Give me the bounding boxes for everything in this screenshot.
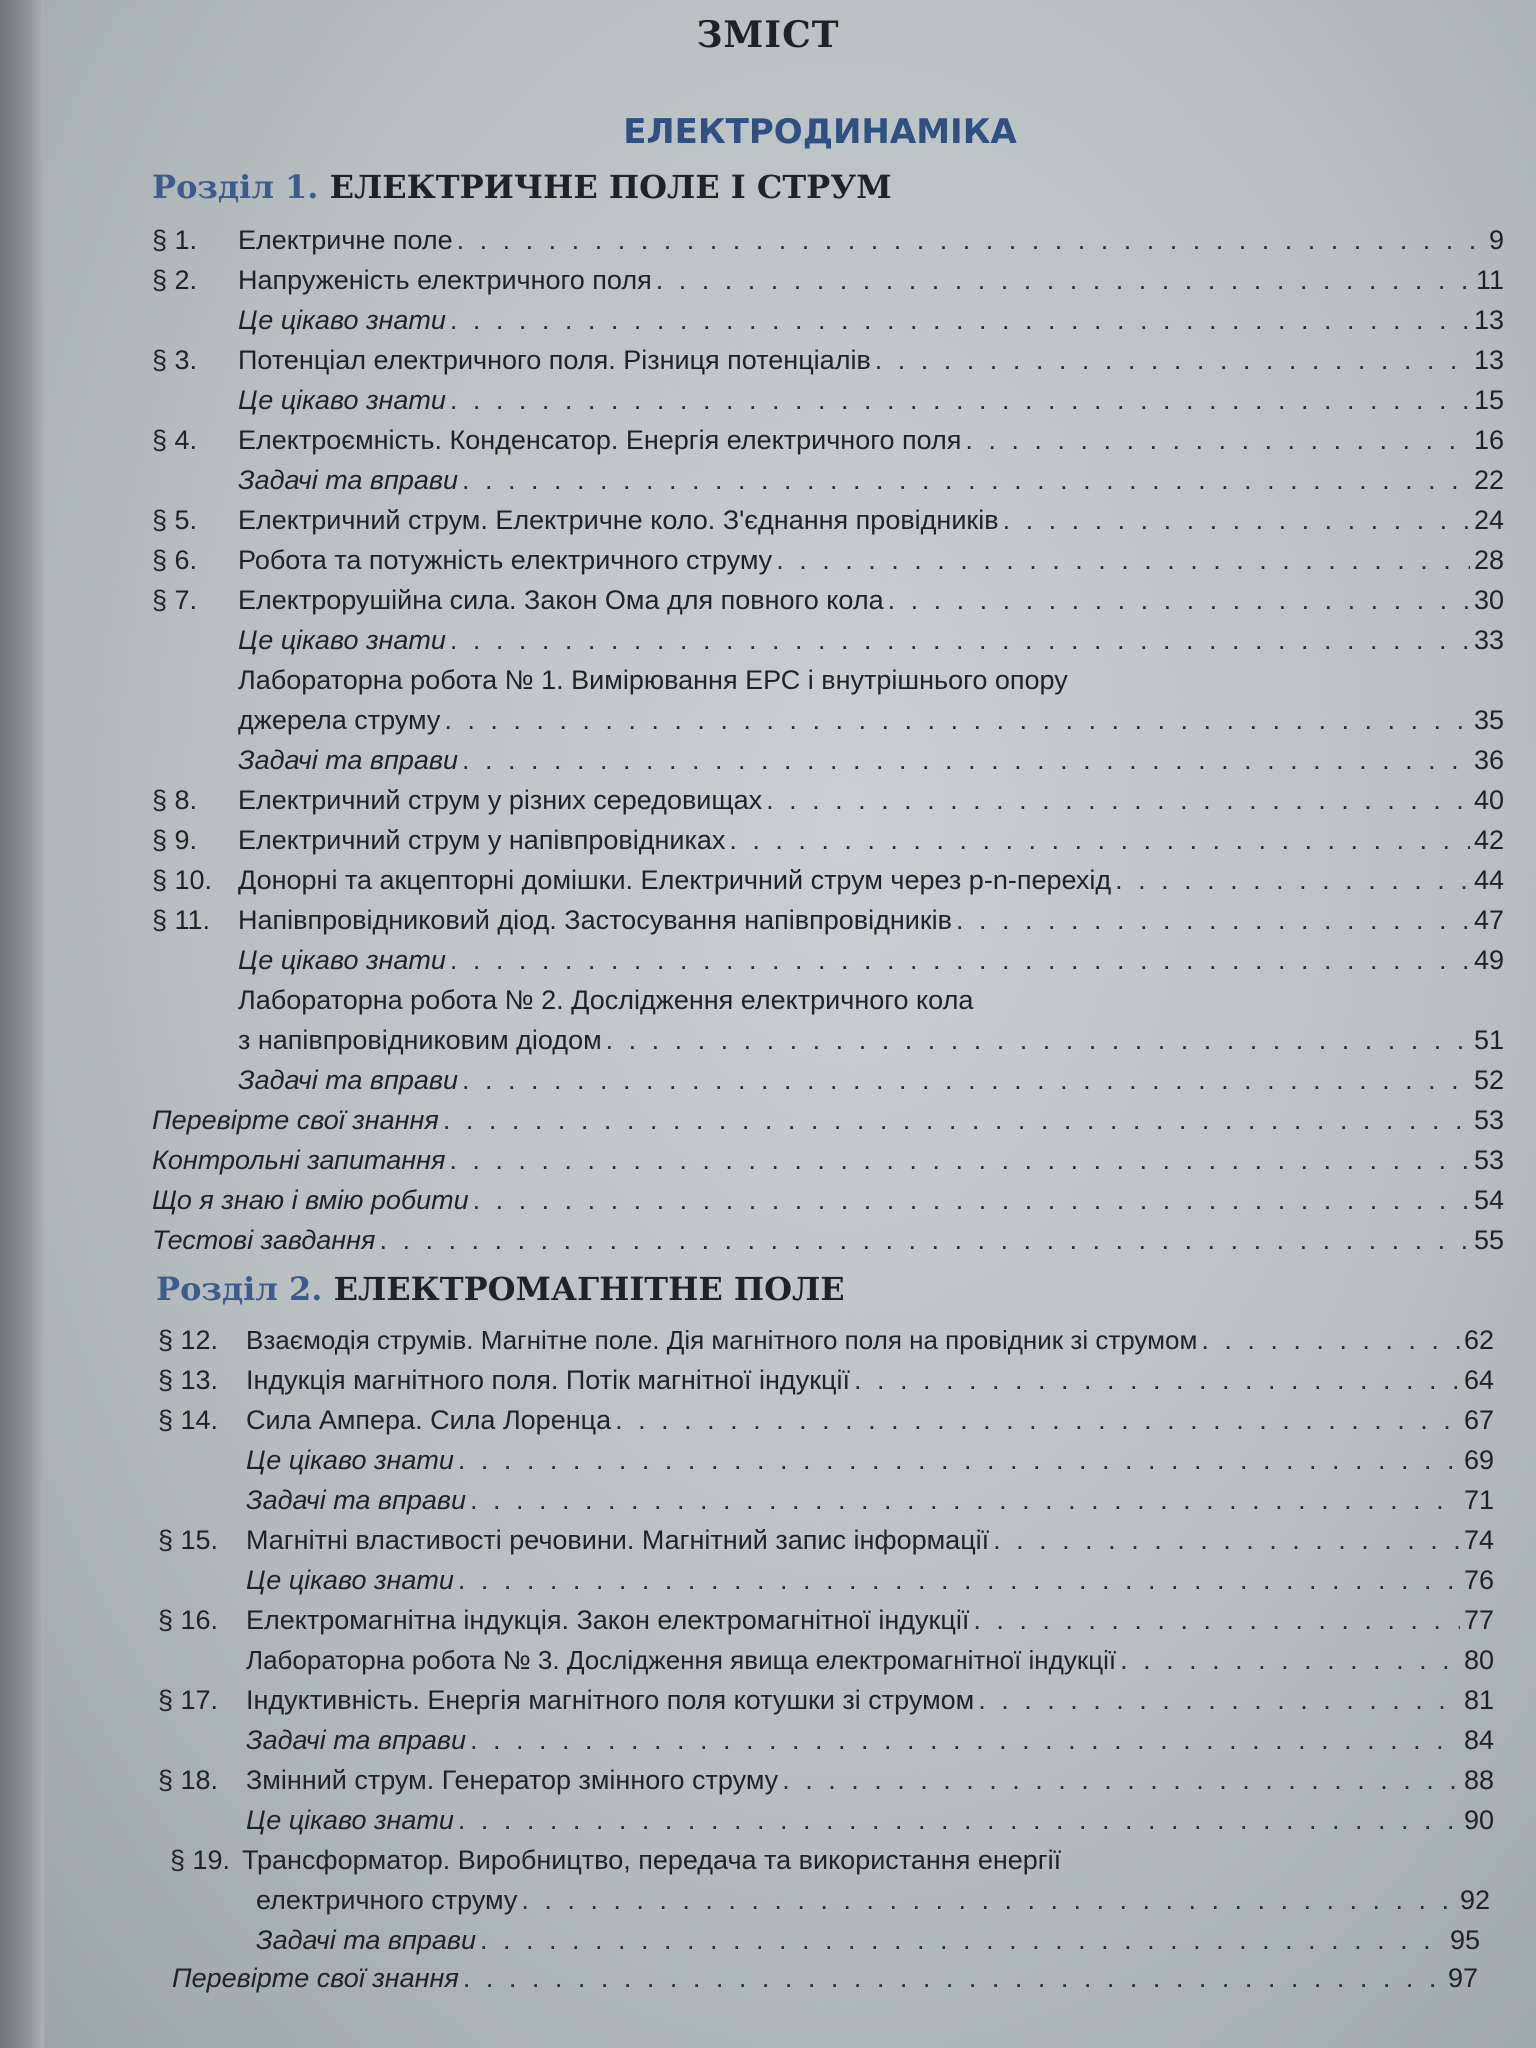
dot-leader [462,741,1470,779]
toc-row[interactable] [152,901,1504,939]
toc-page: 84 [1463,1725,1494,1755]
toc-title: Напруженість електричного поля [238,265,652,295]
dot-leader [379,1221,1470,1259]
dot-leader [449,1141,1470,1179]
toc-row[interactable] [152,981,1504,1019]
toc-title: Перевірте свої знання [152,1105,439,1135]
dot-leader [444,701,1470,739]
toc-title: Тестові завдання [152,1225,376,1255]
dot-leader [458,1801,1460,1839]
book-spine-shadow [0,0,44,2048]
toc-number: § 1. [152,225,198,255]
toc-page: 95 [1449,1925,1480,1955]
toc-title: Перевірте свої знання [172,1963,459,1993]
toc-page: 22 [1473,465,1504,495]
toc-row[interactable] [158,1681,1494,1719]
dot-leader [615,1401,1460,1439]
section-2-label: Розділ 2. [156,1270,323,1308]
dot-leader [854,1361,1460,1399]
toc-title: Трансформатор. Виробництво, передача та використання енергії [242,1845,1062,1875]
toc-page: 69 [1463,1445,1494,1475]
toc-title: Це цікаво знати [238,945,446,975]
toc-title: Потенціал електричного поля. Різниця потенціалів [238,345,871,375]
toc-row[interactable] [152,261,1504,299]
toc-page: 47 [1473,905,1504,935]
toc-page: 11 [1475,265,1504,295]
dot-leader [1201,1321,1460,1359]
dot-leader [782,1761,1460,1799]
toc-page: 54 [1473,1185,1504,1215]
dot-leader [462,1061,1470,1099]
toc-page: 62 [1463,1325,1494,1355]
toc-row[interactable] [172,1959,1478,1997]
toc-row[interactable] [170,1841,1490,1879]
section-2-name: ЕЛЕКТРОМАГНІТНЕ ПОЛЕ [333,1270,845,1308]
toc-row[interactable] [158,1521,1494,1559]
toc-page: 16 [1473,425,1504,455]
toc-number: § 7. [152,585,198,615]
toc-number: § 10. [152,865,213,895]
toc-page: 67 [1463,1405,1494,1435]
toc-title: Індуктивність. Енергія магнітного поля котушки зі струмом [246,1685,975,1715]
dot-leader [729,821,1470,859]
toc-row[interactable] [152,741,1504,779]
toc-page: 77 [1463,1605,1494,1635]
dot-leader [606,1021,1470,1059]
toc-page: 81 [1463,1685,1494,1715]
toc-title: Контрольні запитання [152,1145,446,1175]
section-1-name: ЕЛЕКТРИЧНЕ ПОЛЕ І СТРУМ [329,168,892,206]
toc-page: 76 [1463,1565,1494,1595]
dot-leader [1003,501,1470,539]
toc-page: 9 [1488,225,1504,255]
toc-title: Взаємодія струмів. Магнітне поле. Дія магнітного поля на провідник зі струмом [246,1325,1198,1355]
dot-leader [458,1561,1460,1599]
toc-page: 44 [1473,865,1504,895]
toc-number: § 13. [158,1365,219,1395]
toc-row[interactable] [158,1441,1494,1479]
toc-number: § 15. [158,1525,219,1555]
toc-row[interactable] [152,781,1504,819]
dot-leader [875,341,1470,379]
toc-title: Змінний струм. Генератор змінного струму [246,1765,779,1795]
toc-row[interactable] [170,1881,1490,1919]
toc-title: Електричний струм. Електричне коло. З'єднання провідників [238,505,999,535]
toc-page: 36 [1473,745,1504,775]
toc-number: § 16. [158,1605,219,1635]
dot-leader [470,1721,1460,1759]
toc-number: § 19. [170,1845,231,1875]
toc-page: 15 [1473,385,1504,415]
dot-leader [965,421,1470,459]
toc-title: Це цікаво знати [246,1445,454,1475]
toc-title: Лабораторна робота № 1. Вимірювання ЕРС і внутрішнього опору [238,665,1068,695]
toc-row[interactable] [152,421,1504,459]
toc-page: 92 [1459,1885,1490,1915]
toc-row[interactable] [152,701,1504,739]
dot-leader [1120,1641,1460,1679]
toc-number: § 11. [152,905,211,935]
toc-title: Задачі та вправи [246,1725,466,1755]
toc-title: Індукція магнітного поля. Потік магнітної індукції [246,1365,850,1395]
toc-page: 55 [1473,1225,1504,1255]
toc-number: § 2. [152,265,198,295]
toc-page: 53 [1473,1105,1504,1135]
toc-page: 80 [1463,1645,1494,1675]
toc-page: 52 [1473,1065,1504,1095]
dot-leader [450,301,1470,339]
toc-row[interactable] [152,1021,1504,1059]
toc-row[interactable] [152,1061,1504,1099]
toc-title: Електромагнітна індукція. Закон електромагнітної індукції [246,1605,970,1635]
toc-page: 90 [1463,1805,1494,1835]
toc-number: § 18. [158,1765,219,1795]
section-1-heading [152,168,892,206]
toc-title: Донорні та акцепторні домішки. Електричний струм через p-n-перехід [238,865,1112,895]
toc-row[interactable] [152,581,1504,619]
toc-row[interactable] [152,941,1504,979]
dot-leader [473,1181,1470,1219]
toc-row[interactable] [152,461,1504,499]
toc-page: 30 [1473,585,1504,615]
toc-row[interactable] [152,1101,1504,1139]
toc-row[interactable] [152,661,1504,699]
part-title: ЕЛЕКТРОДИНАМІКА [623,112,1017,152]
dot-leader [993,1521,1460,1559]
toc-row[interactable] [152,1181,1504,1219]
toc-title: Це цікаво знати [238,625,446,655]
toc-title: Електричне поле [238,225,453,255]
toc-number: § 17. [158,1685,219,1715]
toc-number: § 8. [152,785,198,815]
dot-leader [521,1881,1456,1919]
dot-leader [973,1601,1460,1639]
toc-page: 42 [1473,825,1504,855]
toc-number: § 14. [158,1405,219,1435]
toc-page: 49 [1473,945,1504,975]
toc-row[interactable] [158,1361,1494,1399]
toc-title: Лабораторна робота № 3. Дослідження явища електромагнітної індукції [246,1645,1117,1675]
toc-page: 71 [1463,1485,1494,1515]
toc-title: Електричний струм у напівпровідниках [238,825,726,855]
toc-title: Це цікаво знати [238,305,446,335]
toc-row[interactable] [152,621,1504,659]
toc-title: з напівпровідниковим діодом [238,1025,602,1055]
dot-leader [450,941,1470,979]
dot-leader [1115,861,1470,899]
toc-row[interactable] [158,1801,1494,1839]
toc-title: Електроємність. Конденсатор. Енергія електричного поля [238,425,962,455]
toc-row[interactable] [152,221,1504,259]
toc-page: 40 [1473,785,1504,815]
toc-page: 53 [1473,1145,1504,1175]
toc-title: Електрорушійна сила. Закон Ома для повного кола [238,585,884,615]
toc-title: Задачі та вправи [256,1925,476,1955]
section-2-heading [156,1270,845,1308]
dot-leader [450,381,1470,419]
toc-title: Робота та потужність електричного струму [238,545,773,575]
toc-number: § 6. [152,545,198,575]
toc-title: Електричний струм у різних середовищах [238,785,763,815]
dot-leader [766,781,1470,819]
dot-leader [450,621,1470,659]
toc-title: Це цікаво знати [246,1805,454,1835]
toc-title: Магнітні властивості речовини. Магнітний запис інформації [246,1525,990,1555]
toc-row[interactable] [158,1481,1494,1519]
toc-row[interactable] [170,1921,1480,1959]
toc-row[interactable] [158,1641,1494,1679]
toc-row[interactable] [158,1321,1494,1359]
toc-row[interactable] [152,821,1504,859]
dot-leader [443,1101,1470,1139]
toc-page: 33 [1473,625,1504,655]
toc-page: 13 [1473,345,1504,375]
toc-row[interactable] [152,1141,1504,1179]
dot-leader [656,261,1472,299]
toc-title: Це цікаво знати [246,1565,454,1595]
toc-row[interactable] [152,1221,1504,1259]
toc-title: Задачі та вправи [246,1485,466,1515]
page-title: ЗМІСТ [696,14,840,56]
toc-title: Лабораторна робота № 2. Дослідження електричного кола [238,985,974,1015]
dot-leader [462,461,1470,499]
toc-row[interactable] [152,501,1504,539]
dot-leader [956,901,1470,939]
toc-title: електричного струму [256,1885,518,1915]
toc-row[interactable] [158,1761,1494,1799]
toc-title: Напівпровідниковий діод. Застосування напівпровідників [238,905,952,935]
toc-page: 28 [1473,545,1504,575]
toc-page: 24 [1473,505,1504,535]
toc-number: § 3. [152,345,198,375]
toc-title: Сила Ампера. Сила Лоренца [246,1405,612,1435]
toc-row[interactable] [152,541,1504,579]
toc-row[interactable] [152,301,1504,339]
dot-leader [463,1959,1444,1997]
dot-leader [457,221,1485,259]
dot-leader [888,581,1470,619]
section-1-label: Розділ 1. [152,168,319,206]
toc-page: 88 [1463,1765,1494,1795]
dot-leader [470,1481,1460,1519]
toc-title: Що я знаю і вмію робити [152,1185,469,1215]
toc-row[interactable] [152,381,1504,419]
toc-page: 97 [1447,1963,1478,1993]
toc-page: 74 [1463,1525,1494,1555]
toc-title: Задачі та вправи [238,465,458,495]
toc-page: 13 [1473,305,1504,335]
toc-title: Задачі та вправи [238,1065,458,1095]
dot-leader [978,1681,1460,1719]
toc-page: 64 [1463,1365,1494,1395]
dot-leader [480,1921,1446,1959]
toc-row[interactable] [158,1601,1494,1639]
toc-number: § 12. [158,1325,219,1355]
toc-title: Задачі та вправи [238,745,458,775]
toc-number: § 9. [152,825,198,855]
toc-number: § 5. [152,505,198,535]
toc-row[interactable] [158,1401,1494,1439]
toc-page: 35 [1473,705,1504,735]
toc-number: § 4. [152,425,198,455]
dot-leader [458,1441,1460,1479]
toc-row[interactable] [158,1721,1494,1759]
toc-row[interactable] [152,861,1504,899]
toc-page: 51 [1473,1025,1504,1055]
toc-title: джерела струму [238,705,441,735]
toc-row[interactable] [158,1561,1494,1599]
toc-title: Це цікаво знати [238,385,446,415]
toc-row[interactable] [152,341,1504,379]
dot-leader [776,541,1470,579]
